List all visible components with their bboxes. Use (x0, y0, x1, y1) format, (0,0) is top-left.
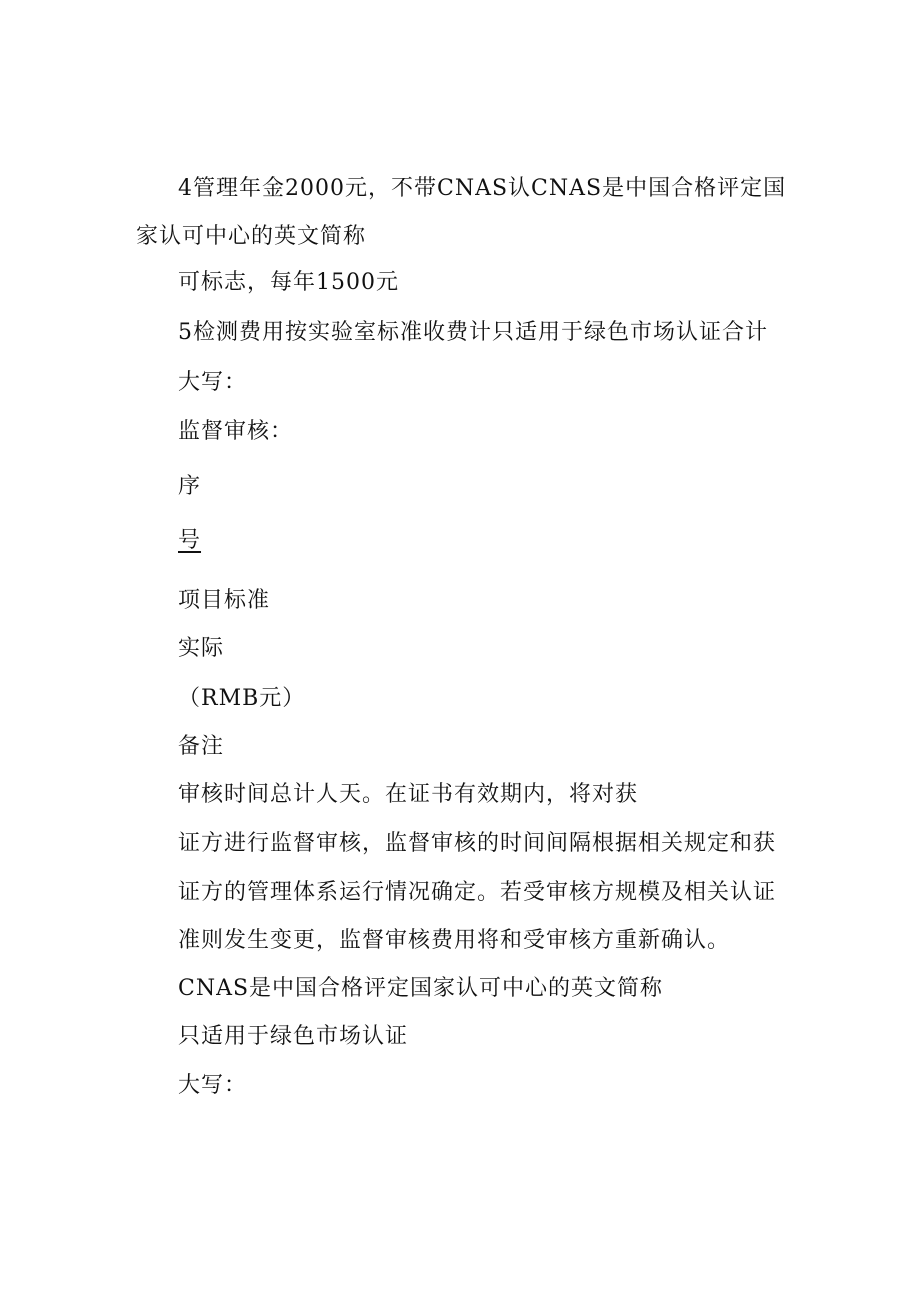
text-line-audit-time: 审核时间总计人天。在证书有效期内，将对获 (178, 782, 639, 807)
text-line-cnas-note: CNAS是中国合格评定国家认可中心的英文简称 (178, 976, 664, 1001)
text-line-number: 号 (178, 528, 202, 553)
text-line-audit-paragraph-1: 证方进行监督审核，监督审核的时间间隔根据相关规定和获 (178, 831, 777, 856)
text-line-item-standard: 项目标准 (178, 588, 271, 613)
text-line-cnas-definition-continued: 家认可中心的英文简称 (136, 224, 367, 249)
text-line-capital-amount: 大写： (178, 370, 248, 395)
text-line-remarks: 备注 (178, 734, 225, 759)
text-line-green-market: 只适用于绿色市场认证 (178, 1024, 409, 1049)
text-line-currency: （RMB元） (178, 686, 306, 711)
text-line-annual-fee: 可标志，每年1500元 (178, 270, 399, 295)
text-line-capital-amount-2: 大写： (178, 1073, 248, 1098)
text-line-surveillance-audit: 监督审核： (178, 419, 294, 444)
text-line-actual: 实际 (178, 636, 225, 661)
text-line-audit-paragraph-2: 证方的管理体系运行情况确定。若受审核方规模及相关认证 (178, 880, 777, 905)
text-line-audit-paragraph-3: 准则发生变更，监督审核费用将和受审核方重新确认。 (178, 928, 731, 953)
text-line-testing-fee: 5检测费用按实验室标准收费计只适用于绿色市场认证合计 (178, 320, 768, 345)
text-line-management-fee: 4管理年金2000元，不带CNAS认CNAS是中国合格评定国 (178, 176, 787, 201)
text-line-serial: 序 (178, 474, 202, 499)
